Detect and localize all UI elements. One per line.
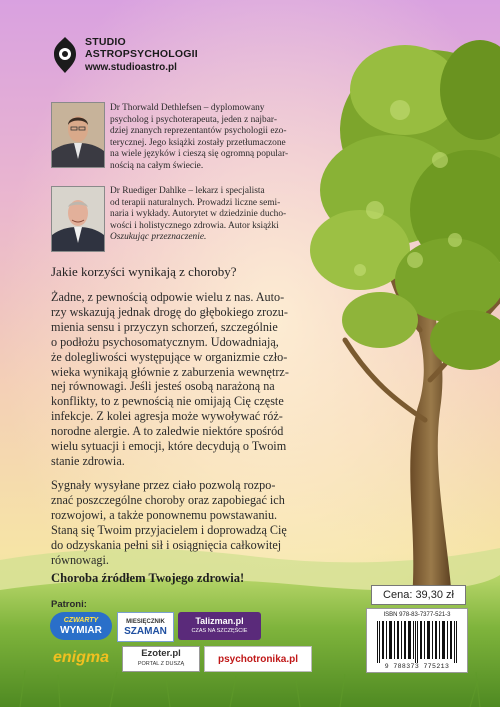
bio-line: nością na całym świecie. — [110, 160, 204, 171]
text-line: Żadne, z pewnością odpowie wielu z nas. Auto- — [51, 290, 285, 304]
author-bio-dahlke — [110, 186, 322, 244]
text-line: stanie zdrowia. — [51, 453, 125, 468]
isbn-text: ISBN 978-83-7377-521-3 — [383, 612, 451, 618]
book-motto: Choroba źródłem Twojego zdrowia! — [51, 571, 245, 585]
bio-line: na wiele języków i cieszą się ogromną popular- — [110, 149, 289, 160]
author-portrait-icon — [52, 103, 104, 167]
bio-line: terycznej. Jego książki zostały przetłumaczone — [110, 137, 286, 148]
price-label: Cena: 39,30 zł — [371, 585, 466, 605]
bio-line: Dr Thorwald Dethlefsen – dyplomowany — [110, 103, 265, 113]
text-line: Sygnały wysyłane przez ciało pozwolą rozpo- — [51, 478, 276, 492]
author-photo-dethlefsen — [51, 102, 105, 168]
text-line: nej równowagi. Jeśli jesteś osobą narażoną na — [51, 379, 275, 394]
patron-logo-text: CZAS NA SZCZĘŚCIE — [191, 628, 248, 634]
text-line: konflikty, to z pewnością nie omijają Cię częste — [51, 394, 284, 409]
patron-psychotronika-logo: psychotronika.pl — [204, 646, 312, 672]
bio-line: psycholog i psychoterapeuta, jeden z najbar- — [110, 114, 277, 125]
patron-logo-text: PORTAL Z DUSZĄ — [137, 661, 185, 667]
bio-line: naria i wykłady. Autorytet w dziedzinie ducho- — [110, 209, 287, 220]
text-line: wielu sytuacji i emocji, które decydują o Twoim — [51, 439, 287, 454]
patron-logo-text: MIESIĘCZNIK — [126, 619, 165, 625]
question-heading: Jakie korzyści wynikają z choroby? — [51, 264, 237, 279]
patron-logo-text: WYMIAR — [60, 625, 102, 636]
bio-line: dziej znanych reprezentantów psychologii ezo- — [110, 126, 287, 137]
patron-logo-text: Ezoter.pl — [141, 648, 181, 659]
patron-logo-text: Talizman.pl — [195, 616, 244, 626]
patrons-label: Patroni: — [51, 599, 87, 610]
patron-ezoter-logo — [122, 646, 200, 672]
isbn-barcode — [366, 608, 468, 673]
publisher-logo — [52, 34, 232, 78]
text-line: o podłożu psychosomatycznym. Udowadniają, — [51, 334, 279, 349]
text-line: do odzyskania pełni sił i osiągnięcia całkowitej — [51, 537, 282, 552]
text-line: wieka wynikają głównie z zaburzenia wewnętrz- — [51, 364, 289, 379]
barcode-icon — [377, 621, 457, 663]
patron-czwarty-wymiar-logo — [50, 612, 112, 640]
publisher-emblem-icon — [52, 36, 78, 74]
author-bio-dethlefsen — [110, 103, 322, 173]
text-line: mienia sensu i przyczyn schorzeń, szczególnie — [51, 319, 278, 334]
author-portrait-icon — [52, 187, 104, 251]
publisher-url: www.studioastro.pl — [85, 62, 177, 73]
text-line: że dolegliwości występujące w organizmie czło- — [51, 349, 288, 364]
text-line: infekcje. Z kolei agresja może wywoływać róż- — [51, 409, 283, 424]
publisher-name-line1: STUDIO — [85, 36, 126, 48]
description-paragraph-2 — [51, 478, 313, 567]
author-photo-dahlke — [51, 186, 105, 252]
bio-line: Dr Ruediger Dahlke – lekarz i specjalista — [110, 186, 265, 196]
barcode-number: 9 788373 775213 — [384, 663, 450, 670]
text-line: rzy wskazują jednak drogę do głębokiego zrozu- — [51, 304, 288, 319]
patron-talizman-logo — [178, 612, 261, 640]
patron-szaman-logo — [117, 612, 174, 642]
patron-logo-text: SZAMAN — [124, 626, 167, 637]
text-line: rozwojowi, a także ponownemu powstawaniu. — [51, 507, 278, 522]
text-line: równowagi. — [51, 552, 109, 567]
patron-logo-text: CZWARTY — [63, 617, 99, 624]
text-line: Staną się Twoim przyjacielem i doprowadzą Cię — [51, 522, 287, 537]
bio-line: od terapii naturalnych. Prowadzi liczne semi- — [110, 197, 281, 208]
text-line: norodne alergie. A to zaledwie niektóre spośród — [51, 424, 284, 439]
description-paragraph-1 — [51, 290, 313, 469]
bio-line: wości i holistycznego zdrowia. Autor książki — [110, 220, 279, 231]
patron-enigma-logo: enigma — [52, 649, 109, 666]
bio-line: Oszukując przeznaczenie. — [110, 232, 207, 243]
text-line: znać poszczególne choroby oraz zapobiegać ich — [51, 492, 285, 507]
publisher-name-line2: ASTROPSYCHOLOGII — [85, 48, 198, 60]
